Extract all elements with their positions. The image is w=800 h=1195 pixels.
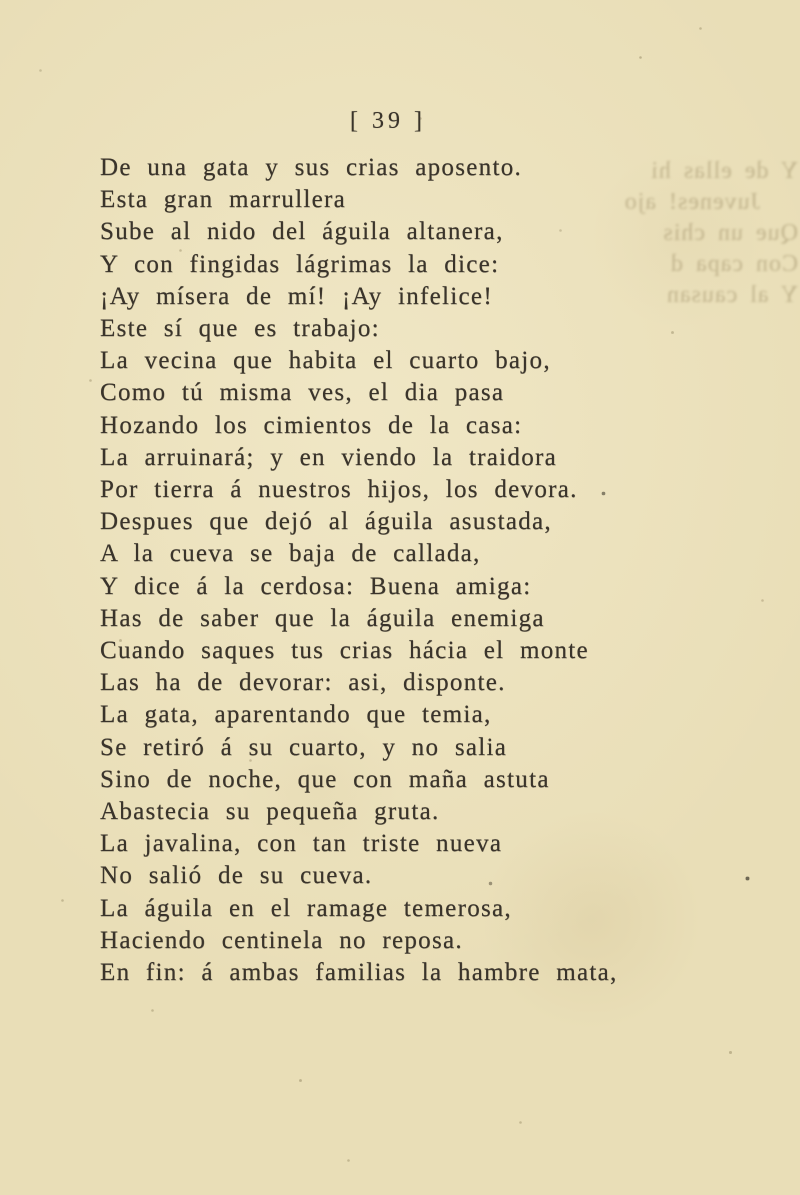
poem-line: La gata, aparentando que temia, <box>100 701 492 729</box>
poem-line: Por tierra á nuestros hijos, los devora. <box>100 476 578 504</box>
show-through-line: Y al causan <box>665 282 798 308</box>
poem-line: Se retiró á su cuarto, y no salia <box>100 733 508 761</box>
poem-line: Como tú misma ves, el dia pasa <box>100 379 505 407</box>
poem-line: Y dice á la cerdosa: Buena amiga: <box>100 572 532 600</box>
poem-line: Cuando saques tus crias hácia el monte <box>100 637 589 665</box>
poem-line: Esta gran marrullera <box>100 186 347 214</box>
show-through-line: Que un chis <box>662 220 798 246</box>
poem-line: Y con fingidas lágrimas la dice: <box>100 250 500 278</box>
poem-line: Hozando los cimientos de la casa: <box>100 411 523 439</box>
poem-line: Despues que dejó al águila asustada, <box>100 508 552 536</box>
poem-line: ¡Ay mísera de mí! ¡Ay infelice! <box>100 282 493 310</box>
poem-line: La arruinará; y en viendo la traidora <box>100 443 558 471</box>
show-through-line: Con capa d <box>670 251 798 277</box>
poem-line: Has de saber que la águila enemiga <box>100 604 545 632</box>
poem-line: La vecina que habita el cuarto bajo, <box>100 347 551 375</box>
poem-line: Abastecia su pequeña gruta. <box>100 798 440 826</box>
show-through-line: Y de ellas hi <box>650 158 798 184</box>
poem-line: Las ha de devorar: asi, disponte. <box>100 669 506 697</box>
page-number: [ 39 ] <box>350 108 426 134</box>
poem-line: La águila en el ramage temerosa, <box>100 894 512 922</box>
poem-line: De una gata y sus crias aposento. <box>100 154 523 181</box>
paper-specks-texture <box>0 0 1 1</box>
poem-line: A la cueva se baja de callada, <box>100 540 481 568</box>
poem-line: No salió de su cueva. <box>100 862 373 890</box>
poem-line: Sino de noche, que con maña astuta <box>100 765 550 793</box>
show-through-line: Juvenes! ajo <box>623 189 760 215</box>
poem-text-block <box>100 152 618 989</box>
poem-line: Sube al nido del águila altanera, <box>100 218 504 246</box>
poem-line: Este sí que es trabajo: <box>100 315 380 343</box>
poem-line: En fin: á ambas familias la hambre mata, <box>100 959 618 987</box>
poem-line: La javalina, con tan triste nueva <box>100 830 503 858</box>
poem-line: Haciendo centinela no reposa. <box>100 926 463 954</box>
